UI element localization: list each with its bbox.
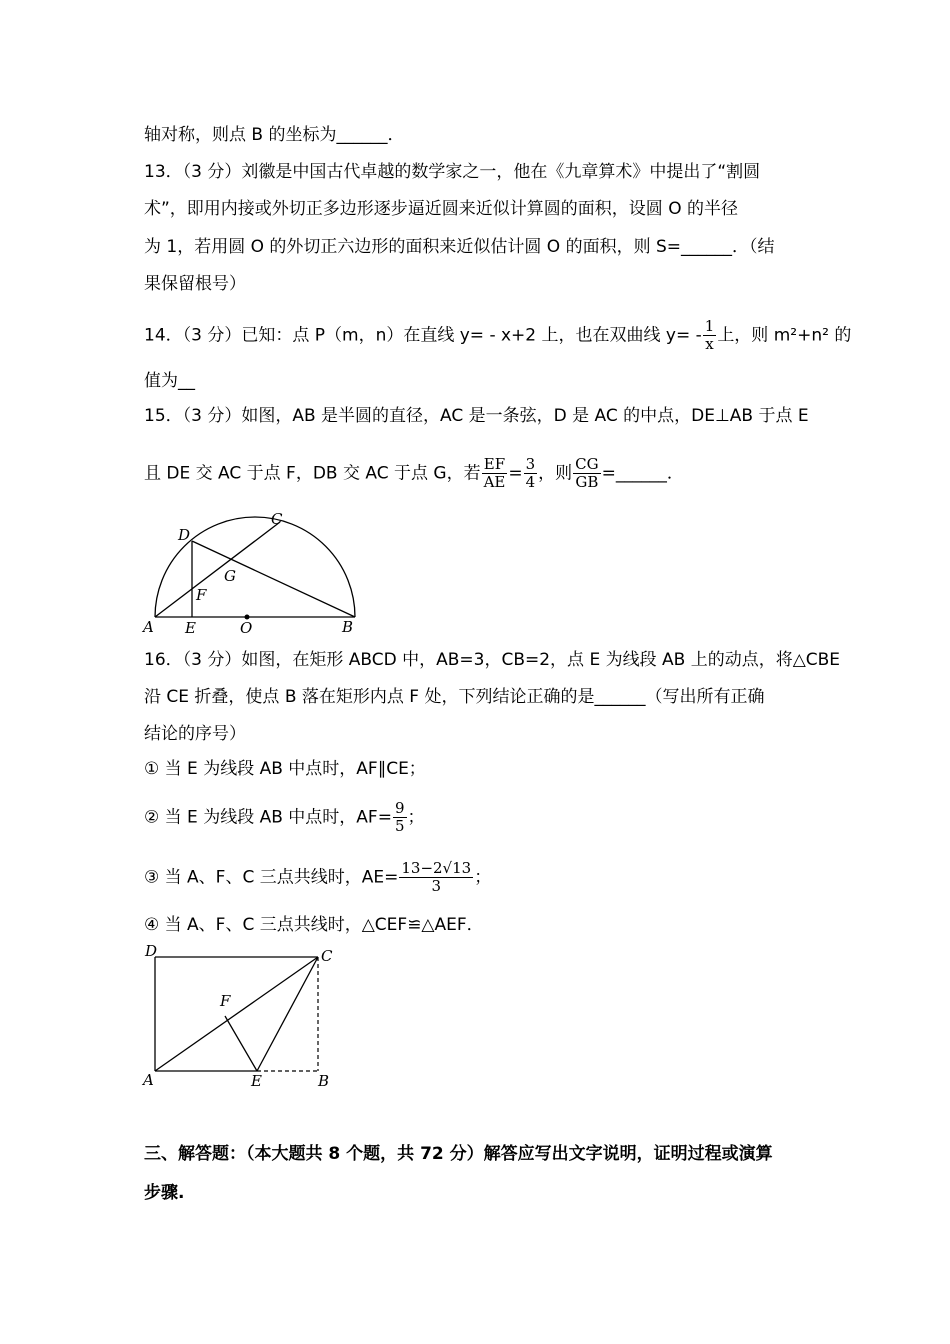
q16-fraction-9-5: $\frac{9}{5}$ <box>394 799 405 835</box>
label-b: B <box>342 618 354 636</box>
q13-line1: 13．（3 分）刘徽是中国古代卓越的数学家之一，他在《九章算术》中提出了“割圆 <box>144 162 761 182</box>
q15-text-1: 且 DE 交 AC 于点 F，DB 交 AC 于点 G，若 <box>144 463 481 484</box>
q14-text-2: 上，则 m²+n² 的 <box>717 325 852 346</box>
q15-text-2: ，则 <box>538 463 573 484</box>
q16-line2: 沿 CE 折叠，使点 B 落在矩形内点 F 处，下列结论正确的是______（写出所有正确 <box>144 687 765 707</box>
section3-heading-cont: 步骤. <box>144 1183 185 1203</box>
label-d: D <box>178 526 191 544</box>
label-b: B <box>318 1072 330 1090</box>
q15-fraction-cg-gb: $\frac{CG}{GB}$ <box>575 455 599 491</box>
label-e: E <box>251 1072 262 1090</box>
q13-line4: 果保留根号） <box>144 274 246 294</box>
section3-heading: 三、解答题：（本大题共 8 个题，共 72 分）解答应写出文字说明，证明过程或演算 <box>144 1144 773 1164</box>
q16-line3: 结论的序号） <box>144 724 246 744</box>
q13-line3: 为 1，若用圆 O 的外切正六边形的面积来近似估计圆 O 的面积，则 S=______．（结 <box>144 237 775 257</box>
label-g: G <box>224 567 236 585</box>
q14-line2: 值为__ <box>144 371 195 391</box>
q15-text-3: =______． <box>601 463 684 484</box>
q15-semicircle-figure <box>138 505 368 640</box>
q14-fraction: $\frac{1}{x}$ <box>704 317 715 353</box>
q16-option-2: ② 当 E 为线段 AB 中点时，AF= $\frac{9}{5}$ ； <box>144 799 425 835</box>
q16-option-4: ④ 当 A、F、C 三点共线时，△CEF≌△AEF． <box>144 915 484 935</box>
label-o: O <box>240 619 253 637</box>
chord-ac <box>155 522 280 617</box>
q15-fraction-3-4: $\frac{3}{4}$ <box>525 455 536 491</box>
label-c: C <box>271 510 283 528</box>
q13-line2: 术”，即用内接或外切正多边形逐步逼近圆来近似计算圆的面积，设圆 O 的半径 <box>144 199 738 219</box>
segment-fe <box>225 1016 257 1071</box>
q14-line1 <box>144 317 852 353</box>
q15-line1: 15．（3 分）如图，AB 是半圆的直径，AC 是一条弦，D 是 AC 的中点，DE⊥AB 于点 E <box>144 406 809 426</box>
segment-ac <box>155 957 318 1071</box>
q16-option-1: ① 当 E 为线段 AB 中点时，AF∥CE； <box>144 759 426 779</box>
q12-tail: 轴对称，则点 B 的坐标为______． <box>144 125 405 145</box>
q16-rectangle-figure <box>140 942 340 1092</box>
q16-fraction-ae: $\frac{13-2√13}{3}$ <box>401 859 472 895</box>
label-f: F <box>220 992 231 1010</box>
label-c: C <box>321 947 333 965</box>
label-a: A <box>143 1071 154 1089</box>
q15-equals: = <box>508 463 523 484</box>
label-d: D <box>145 942 158 960</box>
q15-line2 <box>144 456 814 491</box>
q14-text-1: 14．（3 分）已知：点 P（m，n）在直线 y= - x+2 上，也在双曲线 y= - <box>144 325 702 346</box>
q16-option-3: ③ 当 A、F、C 三点共线时，AE= $\frac{13-2√13}{3}$ ； <box>144 859 492 895</box>
q16-line1: 16．（3 分）如图，在矩形 ABCD 中，AB=3，CB=2，点 E 为线段 AB 上的动点，将△CBE <box>144 650 841 670</box>
q15-fraction-ef-ae: $\frac{EF}{AE}$ <box>483 455 506 491</box>
segment-ce <box>257 957 318 1071</box>
label-e: E <box>185 619 196 637</box>
label-a: A <box>143 618 154 636</box>
label-f: F <box>196 586 207 604</box>
